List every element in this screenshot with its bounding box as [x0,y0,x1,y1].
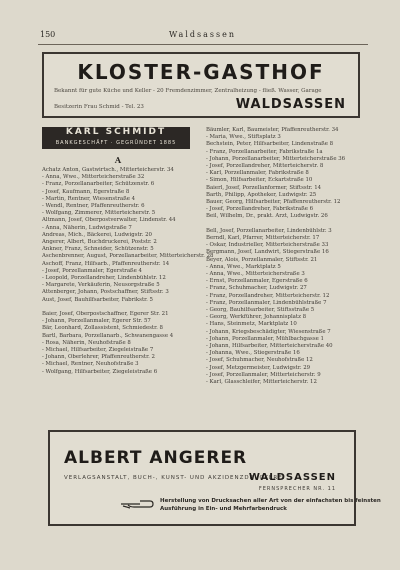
directory-entry: - Johann, Kriegsbeschädigter, Wiesenstraße 7 [206,328,331,335]
directory-entry: Bergmann, Josef, Landwirt, Stiegerstraße 16 [206,249,329,256]
ad-description: Bekannt für gute Küche und Keller - 20 Fremdenzimmer, Zentralheizung - fließ. Wasser, Garage [54,88,322,94]
directory-entry: - Maria, Wwe., Stiftsplatz 3 [206,134,281,141]
directory-entry: Bär, Leonhard, Zollassistent, Schmiedestr. 8 [42,325,163,332]
directory-entry: - Franz, Schuhmacher, Ludwigstr. 27 [206,285,307,292]
directory-entry: - Franz, Porzellanmaler, Lindenbühlstraße 7 [206,299,327,306]
running-title: Waldsassen [169,30,236,39]
ad-company-town: WALDSASSEN [248,472,336,483]
right-column [206,127,366,386]
left-column [42,127,214,376]
directory-entry: Bauer, Georg, Hilfsarbeiter, Pfaffenreutherstr. 12 [206,199,341,206]
ad-owner-line: Besitzerin Frau Schmid - Tel. 23 [54,104,144,110]
directory-entry: - Ernst, Porzellanmaler, Egerstraße 6 [206,278,308,285]
directory-entry: - Wendl, Rentner, Pfaffenreutherstr. 6 [42,203,145,210]
right-entry-list [206,127,366,386]
directory-entry: - Oskar, Industrieller, Mitterteicherstraße 33 [206,242,329,249]
directory-entry: - Michael, Hilfsarbeiter, Ziegeleistraße 7 [42,347,154,354]
directory-entry: - Johann, Porzellanmaler, Mühlbachgasse 1 [206,335,324,342]
directory-entry: Barth, Philipp, Apotheker, Ludwigstr. 25 [206,191,317,198]
directory-entry: - Franz, Porzellanarbeiter, Fabrikstraße 1a [206,148,323,155]
directory-entry: - Josef, Schuhmacher, Neuhofstraße 12 [206,357,313,364]
directory-entry: Angerer, Albert, Buchdruckerei, Poststr. 2 [42,239,157,246]
directory-entry: - Franz, Porzellandreher, Mitterteicherstr. 12 [206,292,330,299]
directory-entry: Altmann, Josef, Oberpostverwalter, Lindenstr. 44 [42,217,176,224]
directory-entry: - Leopold, Porzellandreher, Lindenbühlstr. 12 [42,275,166,282]
directory-entry: - Josef, Porzellandreher, Fabrikstraße 6 [206,206,314,213]
page-header [40,30,365,42]
directory-entry: - Johann, Oberlehrer, Pfaffenreutherstr. 2 [42,354,155,361]
directory-entry: - Anna, Wwe., Mitterteicherstraße 32 [42,174,145,181]
ad-company-subtitle: VERLAGSANSTALT, BUCH-, KUNST- UND AKZIDENZDRUCKEREI [64,475,286,481]
directory-entry: - Josef, Metzgermeister, Ludwigstr. 29 [206,364,311,371]
bank-subtitle: BANKGESCHÄFT · GEGRÜNDET 1885 [55,140,177,146]
section-letter: A [114,155,122,165]
directory-entry [206,221,366,228]
page-number: 150 [40,30,56,39]
directory-entry: Achatz Anton, Gastwirtsch., Mitterteicherstr. 34 [42,167,174,173]
directory-entry: - Johanna, Wwe., Stiegerstraße 16 [206,350,300,357]
kloster-gasthof-advertisement [42,52,360,118]
directory-entry: - Martin, Rentner, Wiesenstraße 4 [42,195,136,202]
directory-entry: Andreas, Mich., Bäckerei, Ludwigstr. 20 [42,231,152,238]
directory-entry: - Wolfgang, Zimmerer, Mitterteicherstr. 5 [42,210,156,217]
directory-entry: - Josef, Porzellandreher, Mitterteicherstr. 8 [206,163,324,170]
ad-note-line-1: Herstellung von Drucksachen aller Art von der einfachsten bis feinsten [160,498,381,504]
directory-entry: Berndl, Karl, Pfarrer, Mitterteicherstr. 17 [206,235,320,242]
header-rule [38,44,368,45]
ad-company-telephone: FERNSPRECHER NR. 11 [258,486,336,492]
directory-entry: Attenberger, Johann, Postschaffner, Stiftsstr. 3 [42,289,169,296]
directory-entry: - Hans, Steinmetz, Marktplatz 10 [206,321,297,328]
directory-entry: - Wolfgang, Hilfsarbeiter, Ziegeleistraße 6 [42,368,158,375]
directory-entry: Bechstein, Peter, Hilfsarbeiter, Lindenstraße 8 [206,141,334,148]
ad-company-name: ALBERT ANGERER [64,448,248,468]
directory-entry: - Margarete, Verkäuferin, Neusorgstraße 5 [42,282,160,289]
directory-entry: - Franz, Porzellanarbeiter, Schützenstr. 6 [42,181,155,188]
directory-entry: - Rosa, Näherin, Neuhofstraße 8 [42,339,131,346]
directory-entry: Aust, Josef, Bauhilfsarbeiter, Fabrikstr. 5 [42,296,153,303]
directory-entry: - Josef, Porzellanmaler, Egerstraße 4 [42,267,142,274]
directory-entry: Baier, Josef, Oberpostschaffner, Egerer Str. 21 [42,311,169,318]
albert-angerer-advertisement [48,430,381,526]
directory-entry: - Georg, Bauhilfsarbeiter, Stiftsstraße 5 [206,307,315,314]
directory-entry: Beil, Wilhelm, Dr., prakt. Arzt, Ludwigstr. 26 [206,213,328,220]
directory-entry: - Michael, Rentner, Neuhofstraße 3 [42,361,139,368]
bank-name: KARL SCHMIDT [65,127,167,137]
ad-title: KLOSTER-GASTHOF [77,60,325,84]
pointing-hand-icon [120,497,154,511]
directory-entry: - Anna, Wwe., Mitterteicherstraße 3 [206,271,305,278]
ad-note-line-2: Ausführung in Ein- und Mehrfarbendruck [160,506,287,512]
directory-entry: - Johann, Porzellanarbeiter, Mitterteicherstraße 36 [206,155,346,162]
bank-advertisement [42,127,190,149]
left-entry-list [42,167,214,376]
ad-town: WALDSASSEN [235,97,346,112]
directory-entry: Aschoff, Franz, Hilfsarb., Pfaffenreutherstr. 14 [42,260,170,267]
directory-entry: Ankner, Franz, Schneider, Schützenstr. 5 [42,246,154,253]
directory-entry: Bartl, Barbara, Porzellanarb., Schwanengasse 4 [42,332,174,339]
directory-entry: Bell, Josef, Porzellanarbeiter, Lindenbühlstr. 3 [206,227,332,234]
directory-entry: - Anna, Wwe., Marktplatz 5 [206,263,281,270]
directory-entry: - Simon, Hilfsarbeiter, Eckartstraße 10 [206,177,313,184]
directory-entry: - Anna, Näherin, Ludwigstraße 7 [42,224,132,231]
directory-entry [42,304,194,311]
directory-entry: Baierl, Josef, Porzellanformer, Stiftsstr. 14 [206,184,322,191]
directory-entry: - Karl, Porzellanmaler, Fabrikstraße 8 [206,170,309,177]
directory-entry: Aschenbrenner, August, Porzellanarbeiter, Mitterteicherstr. 28 [42,253,214,260]
directory-entry: - Josef, Kaufmann, Egerstraße 8 [42,188,130,195]
directory-entry: - Josef, Porzellanmaler, Mitterteicherstr. 9 [206,371,321,378]
directory-entry: - Johann, Hilfsarbeiter, Mitterteicherstraße 40 [206,343,333,350]
directory-entry: - Johann, Porzellanmaler, Egerer Str. 57 [42,318,151,325]
directory-entry: Beyer, Alois, Porzellanmaler, Stiftsstr. 21 [206,256,318,263]
directory-entry: - Georg, Werkführer, Johannisplatz 8 [206,314,307,321]
directory-entry: Bäumler, Karl, Baumeister, Pfaffenreutherstr. 34 [206,127,339,133]
directory-entry: - Karl, Glasschleifer, Mitterteicherstr. 12 [206,379,317,386]
